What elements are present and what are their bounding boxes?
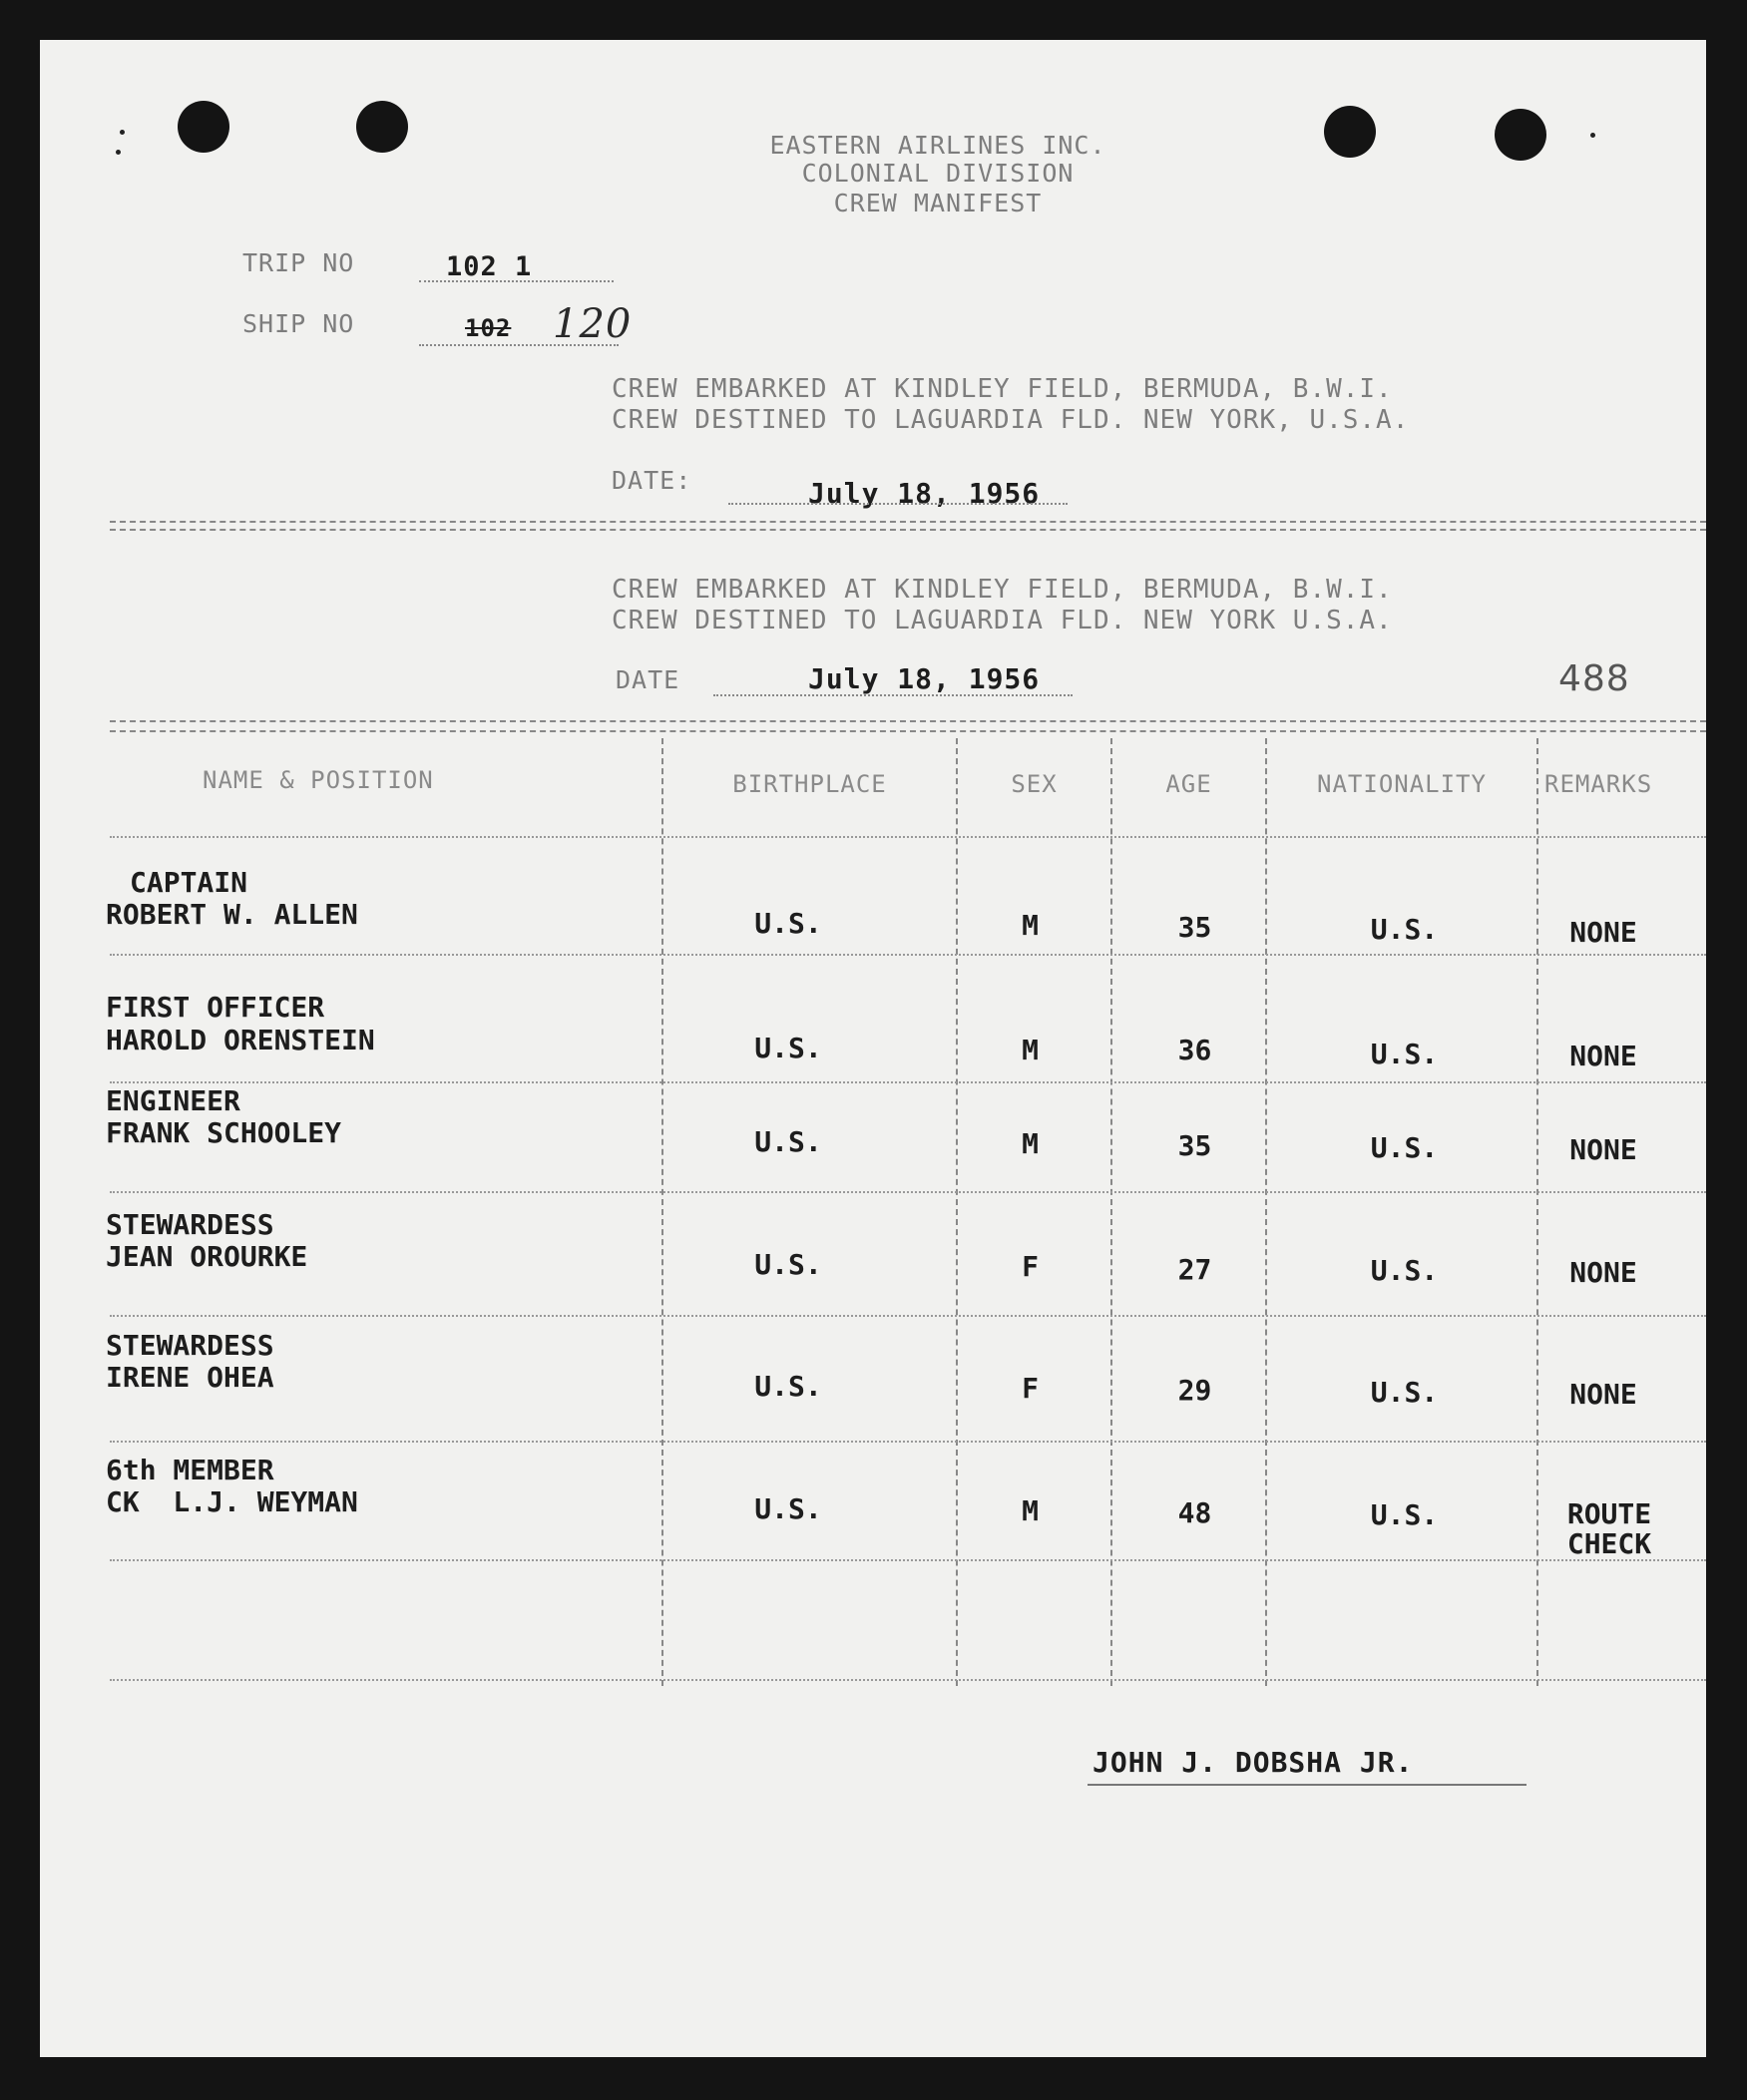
embarked-line: CREW EMBARKED AT KINDLEY FIELD, BERMUDA, B.W.I. [612,374,1393,404]
nationality-cell: U.S. [1370,913,1439,946]
age-cell: 36 [1177,1034,1212,1066]
column-divider [956,738,958,1686]
signatory-name: JOHN J. DOBSHA JR. [1092,1746,1414,1779]
remarks-cell: ROUTE CHECK [1566,1497,1652,1560]
signature-underline [1088,1784,1527,1786]
column-divider [1265,738,1267,1686]
airline-title: EASTERN AIRLINES INC. [769,131,1106,160]
crew-position: STEWARDESS [106,1208,274,1241]
remarks-cell: NONE [1569,1256,1637,1289]
punch-hole [356,101,408,153]
date-underline [713,694,1073,696]
column-header-sex: SEX [1011,770,1058,798]
column-header-age: AGE [1165,770,1212,798]
header-divider [110,836,1706,838]
separator-line [110,521,1706,523]
punch-hole [178,101,229,153]
crew-position: ENGINEER [106,1084,240,1117]
column-header-birthplace: BIRTHPLACE [732,770,887,798]
crew-position: CAPTAIN [130,866,248,899]
column-header-nationality: NATIONALITY [1317,770,1487,798]
column-divider [1536,738,1538,1686]
row-divider [110,1081,1706,1083]
birthplace-cell: U.S. [754,907,822,940]
ship-label: SHIP NO [242,309,355,338]
nationality-cell: U.S. [1370,1254,1439,1287]
row-divider [110,1441,1706,1443]
crew-position: FIRST OFFICER [106,991,325,1024]
crew-position: 6th MEMBER [106,1454,274,1486]
speck [1590,133,1595,138]
speck [120,130,125,135]
punch-hole [1495,109,1546,161]
manifest-title: CREW MANIFEST [833,189,1043,217]
age-cell: 29 [1177,1374,1212,1407]
trip-label: TRIP NO [242,248,355,277]
ship-underline [419,344,619,346]
crew-name: JEAN OROURKE [106,1240,308,1273]
row-divider [110,1315,1706,1317]
age-cell: 27 [1177,1253,1212,1286]
trip-value: 102 1 [446,251,533,282]
crew-name: IRENE OHEA [106,1361,274,1394]
sex-cell: F [1022,1372,1039,1405]
date-label: DATE [616,665,680,694]
nationality-cell: U.S. [1370,1131,1439,1164]
column-divider [1110,738,1112,1686]
row-divider [110,1191,1706,1193]
date-underline [728,503,1068,505]
sex-cell: M [1022,909,1039,942]
page-number: 488 [1558,658,1630,699]
crew-name: HAROLD ORENSTEIN [106,1024,375,1056]
nationality-cell: U.S. [1370,1376,1439,1409]
date-label: DATE: [612,466,692,495]
crew-name: ROBERT W. ALLEN [106,898,358,931]
column-header-name: NAME & POSITION [203,766,434,794]
birthplace-cell: U.S. [754,1125,822,1158]
birthplace-cell: U.S. [754,1370,822,1403]
nationality-cell: U.S. [1370,1498,1439,1531]
division-title: COLONIAL DIVISION [801,159,1075,188]
row-divider [110,954,1706,956]
birthplace-cell: U.S. [754,1032,822,1064]
birthplace-cell: U.S. [754,1248,822,1281]
embarked-line: CREW EMBARKED AT KINDLEY FIELD, BERMUDA, B.W.I. [612,575,1393,605]
remarks-cell: NONE [1569,1040,1637,1072]
age-cell: 48 [1177,1496,1212,1529]
column-divider [661,738,663,1686]
age-cell: 35 [1177,1129,1212,1162]
column-header-remarks: REMARKS [1544,770,1653,798]
separator-line [110,529,1706,531]
remarks-cell: NONE [1569,1378,1637,1411]
punch-hole [1324,106,1376,158]
sex-cell: M [1022,1494,1039,1527]
destined-line: CREW DESTINED TO LAGUARDIA FLD. NEW YORK U.S.A. [612,606,1393,635]
trip-underline [419,280,614,282]
speck [116,150,121,155]
age-cell: 35 [1177,911,1212,944]
birthplace-cell: U.S. [754,1492,822,1525]
table-top-line [110,720,1706,722]
remarks-cell: NONE [1569,1133,1637,1166]
destined-line: CREW DESTINED TO LAGUARDIA FLD. NEW YORK, U.S.A. [612,405,1410,435]
table-top-line [110,730,1706,732]
crew-name: FRANK SCHOOLEY [106,1116,342,1149]
crew-position: STEWARDESS [106,1329,274,1362]
sex-cell: M [1022,1034,1039,1066]
ship-value: 102 [465,314,512,342]
row-divider [110,1559,1706,1561]
ship-handwritten-value: 120 [553,301,633,347]
sex-cell: F [1022,1250,1039,1283]
nationality-cell: U.S. [1370,1038,1439,1070]
crew-name: CK L.J. WEYMAN [106,1485,358,1518]
table-bottom-line [110,1679,1706,1681]
sex-cell: M [1022,1127,1039,1160]
remarks-cell: NONE [1569,916,1637,949]
date-value: July 18, 1956 [808,662,1041,695]
date-value: July 18, 1956 [808,477,1041,510]
